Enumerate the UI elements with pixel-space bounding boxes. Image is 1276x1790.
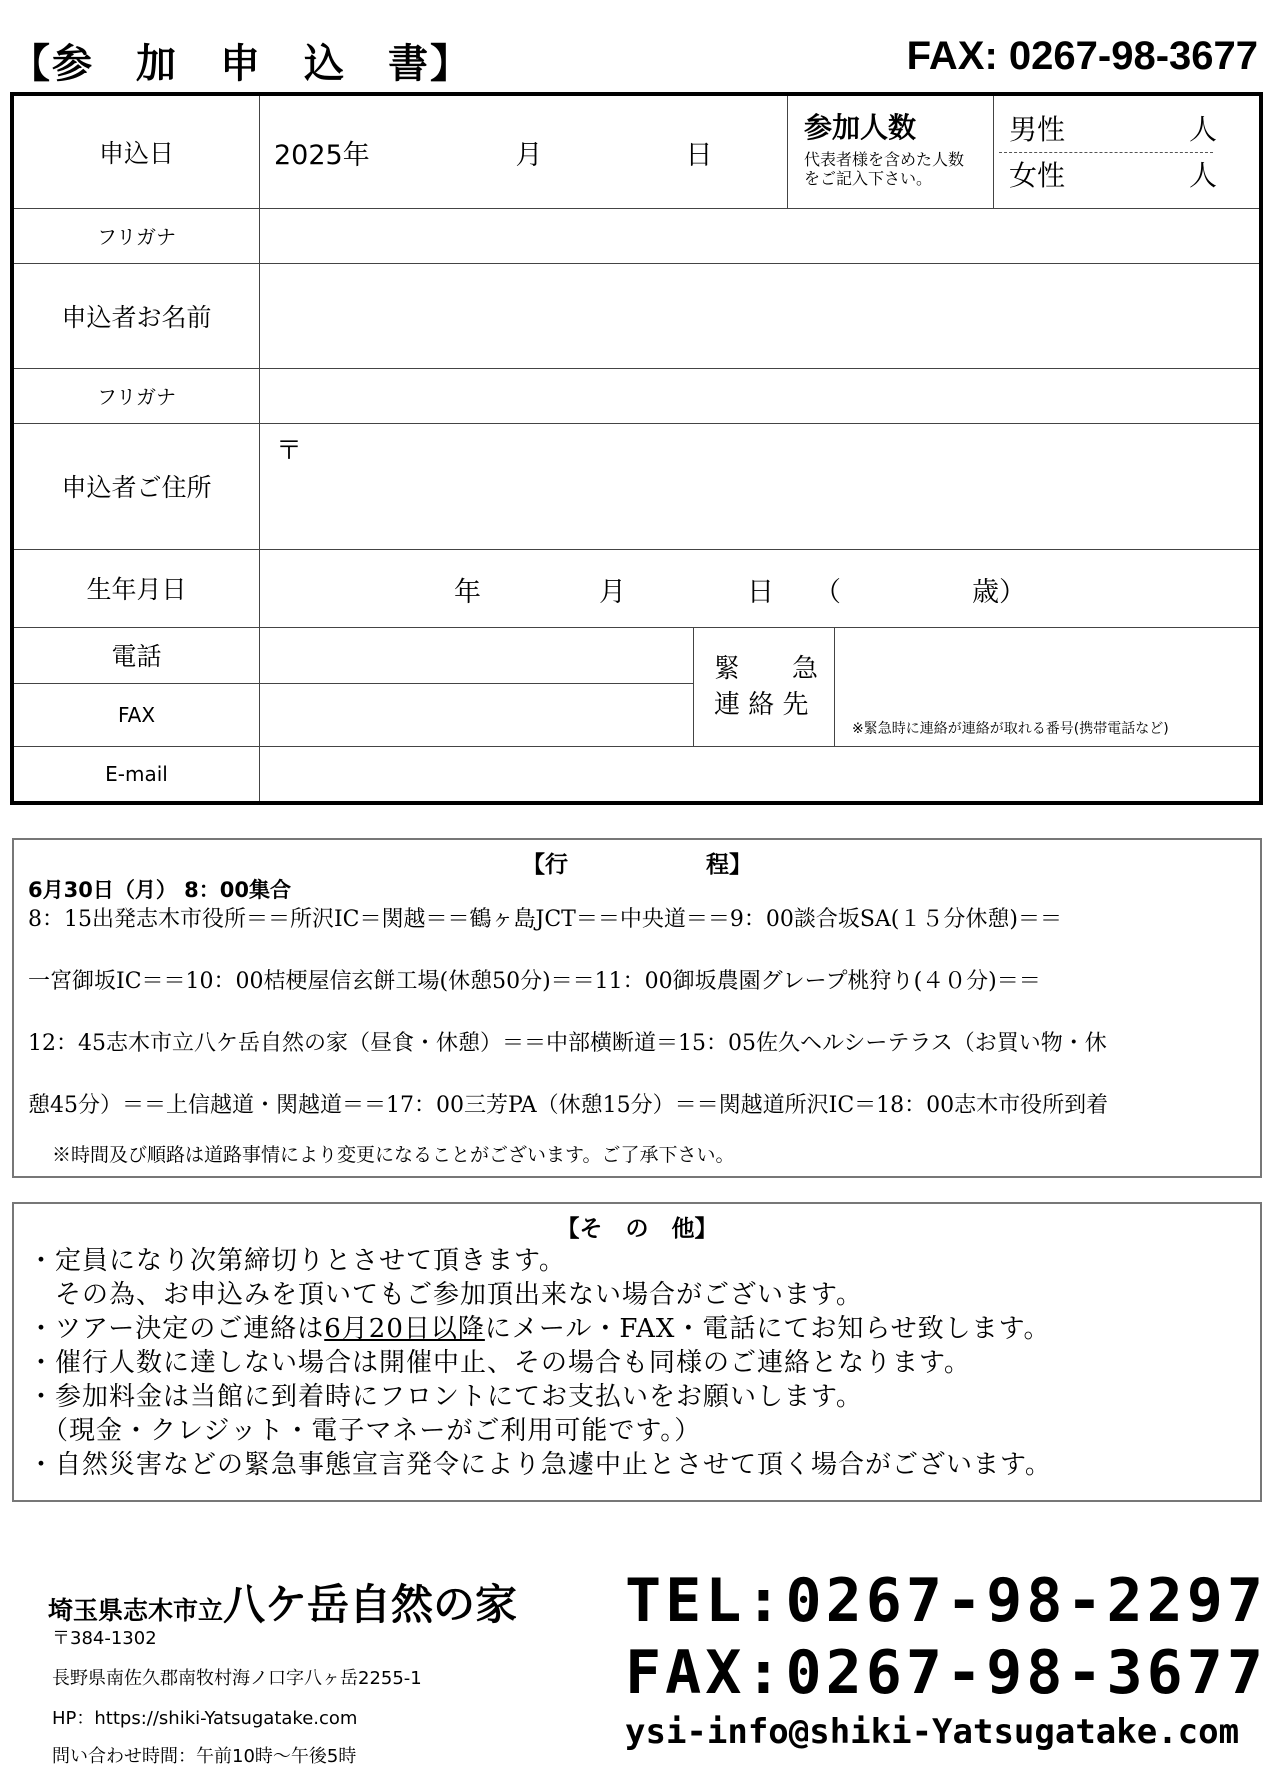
furigana-label-name: フリガナ — [97, 225, 176, 249]
footer-tel: TEL:0267-98-2297 — [625, 1566, 1267, 1636]
date-month: 月 — [515, 139, 543, 171]
form-title: 【参 加 申 込 書】 — [10, 41, 472, 87]
itinerary-line: 一宮御坂IC＝＝10：00桔梗屋信玄餅工場(休憩50分)＝＝11：00御坂農園グレープ桃狩り(４０分)＝＝ — [28, 969, 1041, 994]
itinerary-title: 【行 程】 — [522, 852, 752, 878]
other-line: ・参加料金は当館に到着時にフロントにてお支払いをお願いします。 — [28, 1382, 863, 1412]
other-line: ・自然災害などの緊急事態宣言発令により急遽中止とさせて頂く場合がございます。 — [28, 1450, 1052, 1480]
footer-address: 長野県南佐久郡南牧村海ノ口字八ヶ岳2255-1 — [52, 1668, 422, 1689]
other-line-notification — [28, 1308, 1051, 1345]
female-unit: 人 — [1189, 159, 1218, 192]
fax-input[interactable] — [260, 684, 692, 746]
birth-day: 日 — [747, 577, 774, 608]
email-label: E-mail — [105, 761, 168, 786]
postal-mark: 〒 — [276, 436, 303, 466]
itinerary-line: 憩45分）＝＝上信越道・関越道＝＝17：00三芳PA（休憩15分）＝＝関越道所沢IC＝18：00志木市役所到着 — [28, 1093, 1109, 1118]
fax-label: FAX — [117, 702, 156, 727]
address-input[interactable] — [260, 424, 1258, 549]
phone-input[interactable] — [260, 628, 692, 683]
other-title: 【そ の 他】 — [556, 1216, 718, 1242]
birth-age: 歳） — [972, 577, 1026, 608]
birth-label: 生年月日 — [86, 575, 187, 604]
emergency-label-line1: 緊 急 — [714, 654, 819, 684]
name-input[interactable] — [260, 264, 1258, 368]
female-label: 女性 — [1009, 159, 1066, 192]
email-input[interactable] — [260, 747, 1258, 801]
other-line: ・催行人数に達しない場合は開催中止、その場合も同様のご連絡となります。 — [28, 1348, 971, 1378]
footer-hours: 問い合わせ時間：午前10時～午後5時 — [52, 1746, 357, 1767]
org-prefix: 埼玉県志木市立 — [48, 1596, 224, 1625]
other-line3-post: にメール・FAX・電話にてお知らせ致します。 — [484, 1314, 1051, 1344]
female-count-input[interactable] — [1074, 154, 1184, 198]
itinerary-line: 12：45志木市立八ケ岳自然の家（昼食・休憩）＝＝中部横断道＝15：05佐久ヘルシーテラス（お買い物・休 — [28, 1031, 1107, 1056]
org-main-name: 八ケ岳自然の家 — [223, 1580, 518, 1629]
birth-input[interactable] — [260, 550, 1258, 627]
other-line: （現金・クレジット・電子マネーがご利用可能です。） — [28, 1416, 702, 1446]
footer-postal: 〒384-1302 — [52, 1628, 157, 1649]
date-day: 日 — [685, 139, 713, 171]
male-count-input[interactable] — [1074, 104, 1184, 148]
footer-fax: FAX:0267-98-3677 — [625, 1638, 1267, 1708]
itinerary-line: 8：15出発志木市役所＝＝所沢IC＝関越＝＝鶴ヶ島JCT＝＝中央道＝＝9：00談合坂SA(１５分休憩)＝＝ — [28, 907, 1062, 932]
address-furigana-input[interactable] — [260, 369, 1258, 423]
name-furigana-input[interactable] — [260, 209, 1258, 263]
date-year: 2025年 — [274, 139, 370, 171]
application-form — [10, 92, 1263, 805]
name-label: 申込者お名前 — [61, 302, 212, 332]
header-fax-number: FAX: 0267-98-3677 — [906, 34, 1258, 78]
other-section — [12, 1202, 1262, 1502]
other-line3-pre: ・ツアー決定のご連絡は — [28, 1314, 325, 1344]
itinerary-section — [12, 838, 1262, 1178]
male-label: 男性 — [1009, 113, 1066, 146]
footer-hp-link[interactable]: HP：https://shiki-Yatsugatake.com — [52, 1708, 358, 1729]
emergency-note: ※緊急時に連絡が連絡が取れる番号(携帯電話など) — [852, 721, 1169, 737]
date-label: 申込日 — [98, 139, 174, 168]
notification-date: 6月20日以降 — [324, 1314, 485, 1344]
itinerary-assembly: 6月30日（月） 8：00集合 — [28, 878, 291, 902]
birth-month: 月 — [599, 577, 626, 608]
org-name — [48, 1572, 517, 1632]
date-input[interactable] — [266, 96, 781, 208]
other-line: ・定員になり次第締切りとさせて頂きます。 — [28, 1246, 566, 1276]
footer-email[interactable]: ysi-info@shiki-Yatsugatake.com — [625, 1712, 1240, 1752]
birth-paren-open: （ — [814, 577, 841, 608]
participants-label: 参加人数 — [804, 111, 917, 144]
male-unit: 人 — [1189, 113, 1218, 146]
emergency-label-line2: 連 絡 先 — [714, 690, 809, 720]
phone-label: 電話 — [111, 642, 162, 671]
itinerary-note: ※時間及び順路は道路事情により変更になることがございます。ご了承下さい。 — [52, 1144, 735, 1166]
participants-note: 代表者様を含めた人数をご記入下さい。 — [804, 150, 965, 188]
birth-year: 年 — [454, 577, 481, 608]
address-label: 申込者ご住所 — [61, 473, 212, 502]
emergency-contact-input[interactable] — [835, 628, 1258, 714]
other-line: その為、お申込みを頂いてもご参加頂出来ない場合がございます。 — [28, 1280, 863, 1310]
furigana-label-address: フリガナ — [97, 385, 176, 409]
